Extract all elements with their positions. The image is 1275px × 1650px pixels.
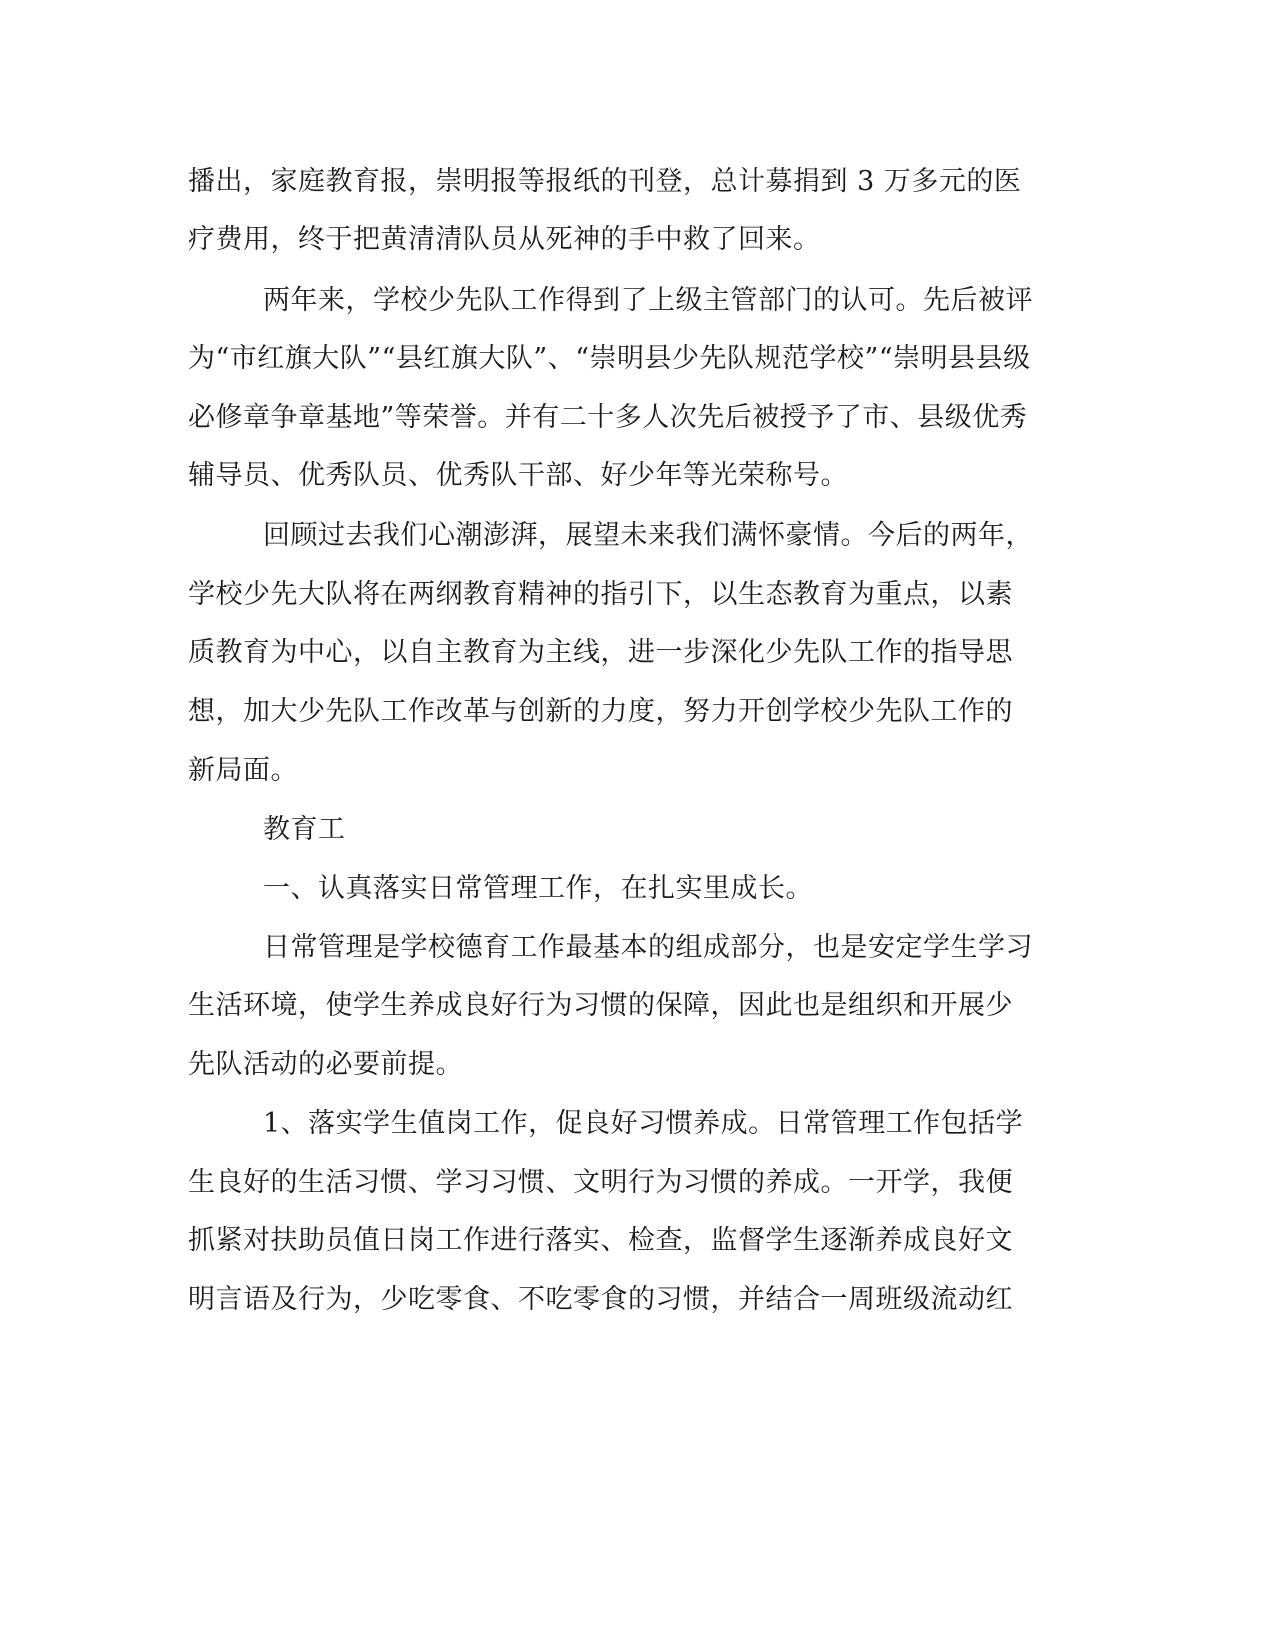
paragraph-line: 播出，家庭教育报，崇明报等报纸的刊登，总计募捐到 3 万多元的医 <box>188 166 1022 197</box>
paragraph-first-line: 两年来，学校少先队工作得到了上级主管部门的认可。先后被评 <box>263 285 1033 316</box>
paragraph-line: 先队活动的必要前提。 <box>188 1049 463 1080</box>
paragraph-line: 学校少先大队将在两纲教育精神的指引下，以生态教育为重点，以素 <box>188 579 1013 610</box>
paragraph-first-line: 1、落实学生值岗工作，促良好习惯养成。日常管理工作包括学 <box>263 1108 1024 1139</box>
paragraph-line: 明言语及行为，少吃零食、不吃零食的习惯，并结合一周班级流动红 <box>188 1284 1013 1315</box>
paragraph-line: 抓紧对扶助员值日岗工作进行落实、检查，监督学生逐渐养成良好文 <box>188 1225 1013 1256</box>
paragraph-line: 新局面。 <box>188 755 298 786</box>
paragraph-line: 辅导员、优秀队员、优秀队干部、好少年等光荣称号。 <box>188 460 848 491</box>
paragraph-first-line: 回顾过去我们心潮澎湃，展望未来我们满怀豪情。今后的两年， <box>263 520 1033 551</box>
paragraph-line: 必修章争章基地”等荣誉。并有二十多人次先后被授予了市、县级优秀 <box>188 402 1028 433</box>
paragraph-line: 生活环境，使学生养成良好行为习惯的保障，因此也是组织和开展少 <box>188 990 1013 1021</box>
paragraph-line: 想，加大少先队工作改革与创新的力度，努力开创学校少先队工作的 <box>188 696 1013 727</box>
paragraph-line: 疗费用，终于把黄清清队员从死神的手中救了回来。 <box>188 224 821 255</box>
paragraph-line: 质教育为中心，以自主教育为主线，进一步深化少先队工作的指导思 <box>188 637 1013 668</box>
section-heading: 教育工 <box>263 814 346 845</box>
paragraph-first-line: 日常管理是学校德育工作最基本的组成部分，也是安定学生学习 <box>263 932 1033 963</box>
paragraph-line: 为“市红旗大队”“县红旗大队”、“崇明县少先队规范学校”“崇明县县级 <box>188 343 1031 374</box>
paragraph-line: 生良好的生活习惯、学习习惯、文明行为习惯的养成。一开学，我便 <box>188 1167 1013 1198</box>
section-heading: 一、认真落实日常管理工作，在扎实里成长。 <box>263 873 813 904</box>
